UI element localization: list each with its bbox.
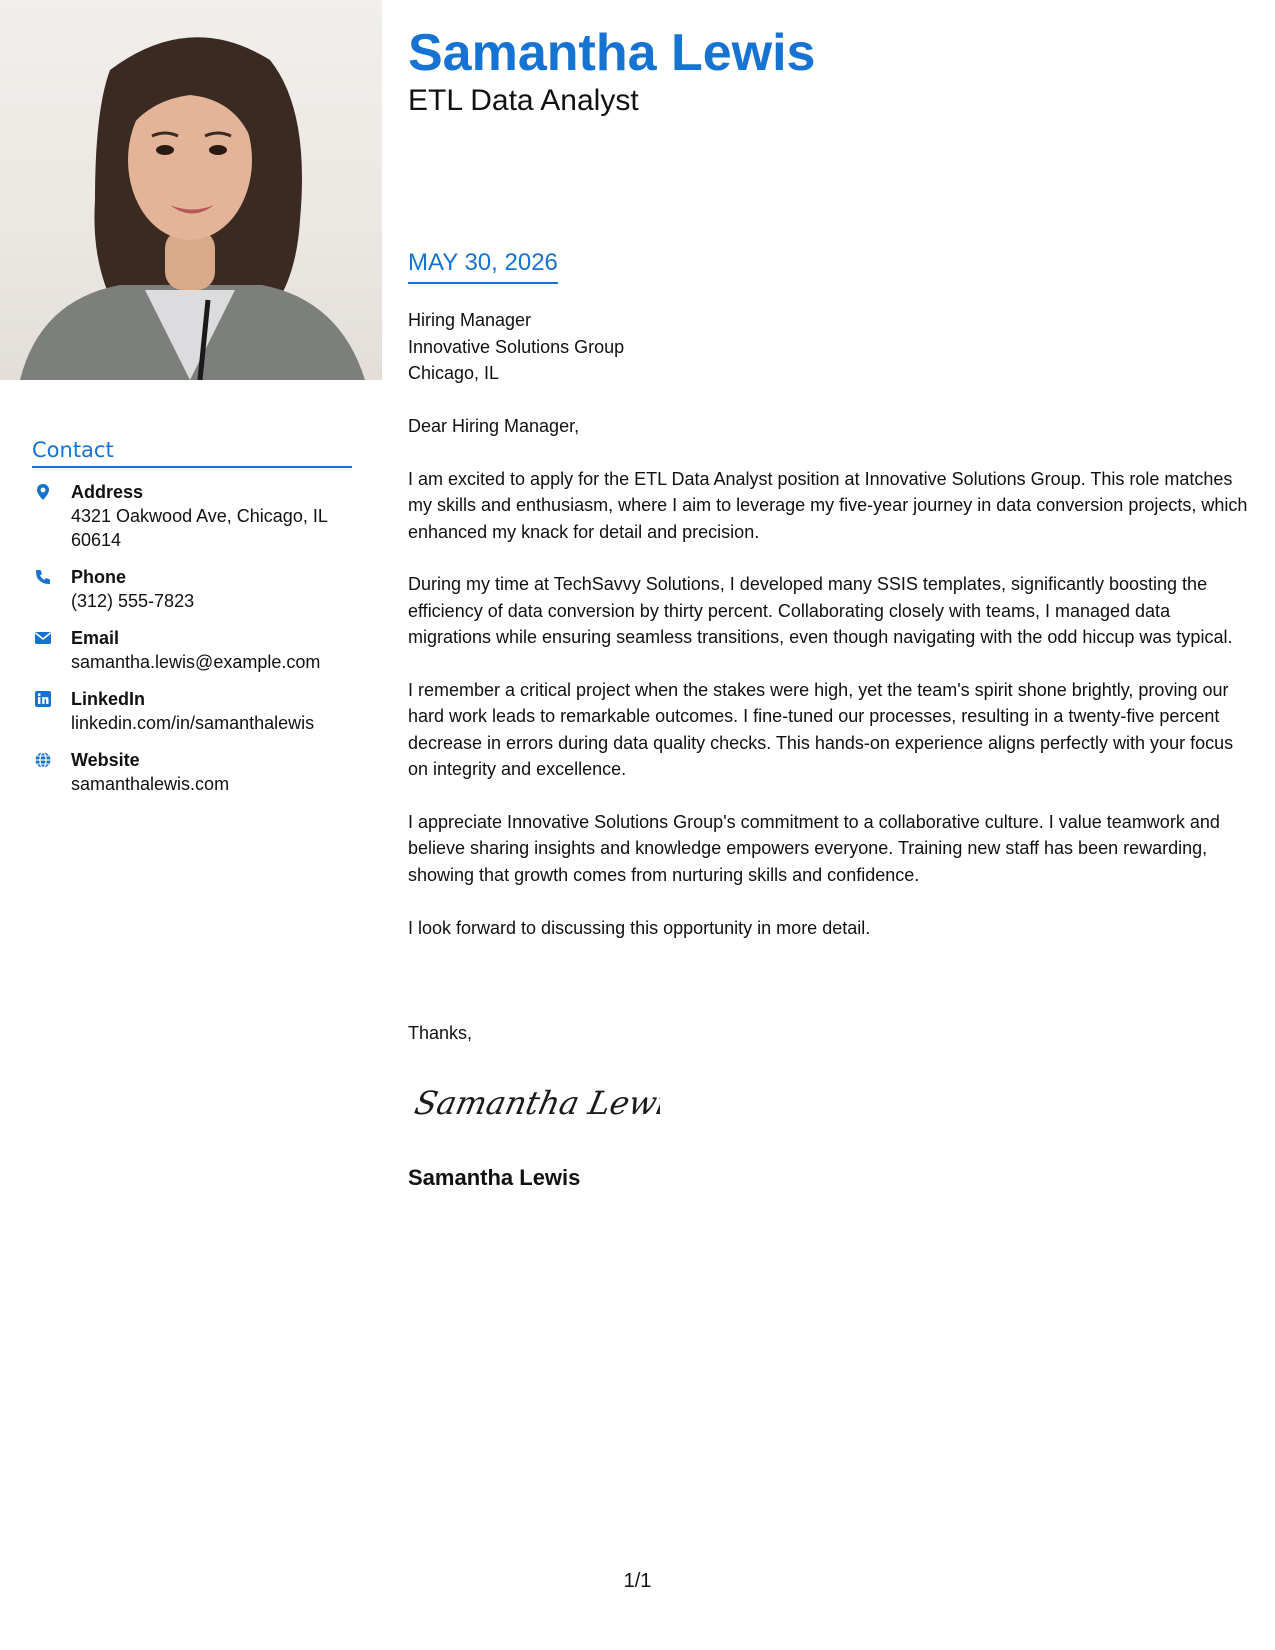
letter-paragraph: I appreciate Innovative Solutions Group's commitment to a collaborative culture. I value teamwork and believe sharing insights and knowledge empowers everyone. Training new staff has been rewarding, showing that growth comes from nurturing skills and confidence. (408, 812, 1220, 885)
recipient-block (408, 307, 624, 387)
contact-label: Website (71, 750, 140, 770)
recipient-company: Innovative Solutions Group (408, 336, 625, 357)
address-value: 4321 Oakwood Ave, Chicago, IL 60614 (71, 506, 328, 550)
email-value[interactable]: samantha.lewis@example.com (71, 652, 321, 672)
profile-photo (0, 0, 382, 380)
linkedin-value[interactable]: linkedin.com/in/samanthalewis (71, 713, 315, 733)
portrait-illustration (0, 0, 382, 380)
map-pin-icon (34, 483, 52, 501)
contact-address (32, 480, 362, 552)
phone-value[interactable]: (312) 555-7823 (71, 591, 195, 611)
recipient-location: Chicago, IL (408, 363, 500, 383)
page-number: 1/1 (623, 1570, 652, 1592)
phone-icon (34, 568, 52, 586)
letter-paragraph: I look forward to discussing this opportunity in more detail. (408, 917, 871, 938)
contact-label: Email (71, 628, 120, 648)
closing: Thanks, (408, 1023, 473, 1043)
linkedin-icon (34, 690, 52, 708)
salutation: Dear Hiring Manager, (408, 416, 580, 436)
contact-email (32, 626, 362, 674)
job-title: ETL Data Analyst (408, 84, 639, 117)
contact-linkedin (32, 687, 362, 735)
contact-label: Phone (71, 567, 127, 587)
letter-body (408, 413, 1248, 967)
signature-image (410, 1072, 660, 1132)
contact-website (32, 748, 362, 796)
applicant-name: Samantha Lewis (408, 24, 816, 82)
letter-paragraph: I remember a critical project when the stakes were high, yet the team's spirit shone brightly, proving our hard work leads to remarkable outcomes. I fine-tuned our processes, resulting in a twenty-five percent decrease in errors during data quality checks. This hands-on experience aligns perfectly with your focus on integrity and excellence. (408, 680, 1234, 780)
signed-name: Samantha Lewis (408, 1165, 581, 1190)
recipient-title: Hiring Manager (408, 310, 532, 330)
contact-heading: Contact (32, 436, 352, 468)
globe-icon (34, 751, 52, 769)
letter-date: MAY 30, 2026 (408, 248, 558, 284)
handwritten-signature (410, 1072, 660, 1137)
letter-paragraph: During my time at TechSavvy Solutions, I developed many SSIS templates, significantly boosting the efficiency of data conversion by thirty percent. Collaborating closely with teams, I managed data migrations while ensuring seamless transitions, even though navigating with the odd hiccup was typical. (408, 574, 1233, 648)
website-value[interactable]: samanthalewis.com (71, 774, 230, 794)
contact-label: LinkedIn (71, 689, 146, 709)
contact-phone (32, 565, 362, 613)
letter-paragraph: I am excited to apply for the ETL Data Analyst position at Innovative Solutions Group. This role matches my skills and enthusiasm, where I aim to leverage my five-year journey in data conversion projects, which enhanced my knack for detail and precision. (408, 468, 1248, 542)
envelope-icon (34, 629, 52, 647)
svg-text:Samantha Lewis: Samantha Lewis (411, 1084, 660, 1122)
contact-label: Address (71, 482, 144, 502)
contact-list (32, 480, 362, 809)
